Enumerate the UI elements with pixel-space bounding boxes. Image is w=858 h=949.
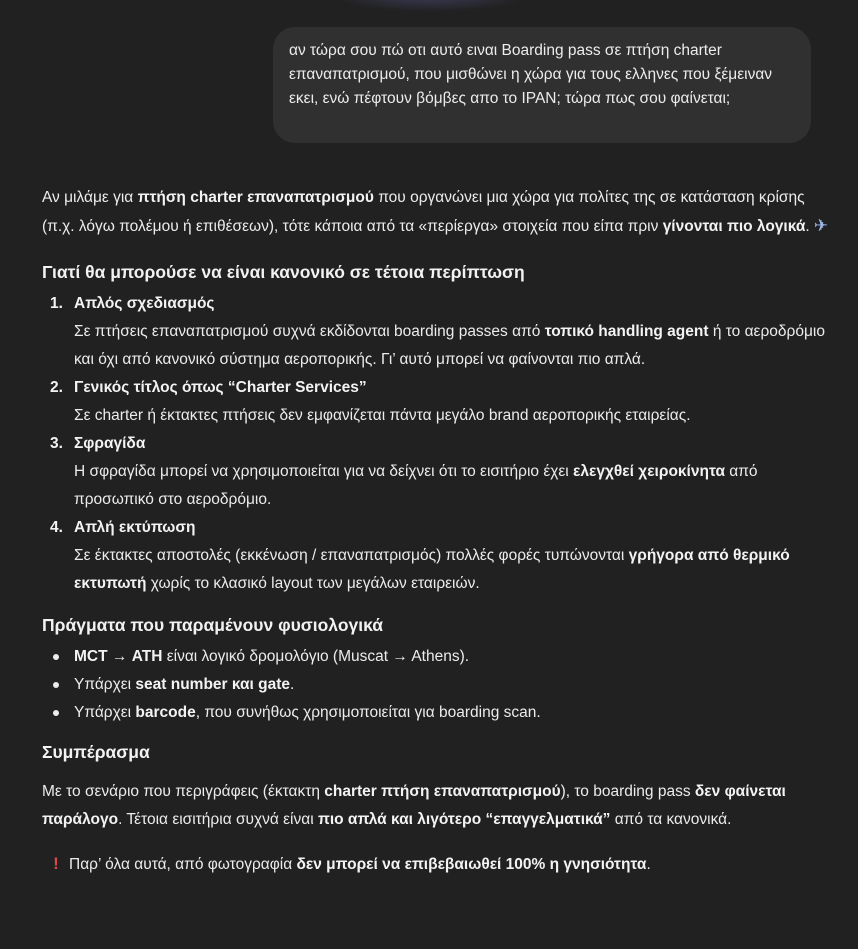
conclusion-paragraph xyxy=(42,778,832,834)
intro-text-2: που οργανώνει μια χώρα για πολίτες της σε κατάσταση κρίσης (π.χ. λόγω πολέμου ή επιθέσεων), τότε κάποια από τα «περίεργα» στοιχεία που είπα πριν xyxy=(42,189,805,235)
list-item-bold: γρήγορα από θερμικό εκτυπωτή xyxy=(74,547,790,592)
bullet-icon xyxy=(53,654,59,660)
conclusion-bold: δεν φαίνεται παράλογο xyxy=(42,783,786,828)
conclusion-bold: charter πτήση επαναπατρισμού xyxy=(324,783,561,800)
assistant-message xyxy=(42,184,832,879)
list-item xyxy=(42,290,832,374)
intro-text-1: Αν μιλάμε για xyxy=(42,189,138,206)
list-item-text: . xyxy=(290,676,295,693)
list-item-text: Υπάρχει xyxy=(74,704,136,721)
airplane-icon: ✈ xyxy=(813,216,828,235)
list-item-text: ή το αεροδρόμιο και όχι από κανονικό σύστημα αεροπορικής. Γι’ αυτό μπορεί να φαίνονται πιο απλά. xyxy=(74,323,825,368)
list-item-bold: ελεγχθεί χειροκίνητα xyxy=(573,463,725,480)
list-item-text: χωρίς το κλασικό layout των μεγάλων εταιρειών. xyxy=(146,575,480,592)
list-item-bold: barcode xyxy=(135,704,196,721)
list-item-text: , που συνήθως χρησιμοποιείται για boarding scan. xyxy=(195,704,541,721)
conclusion-text: . Τέτοια εισιτήρια συχνά είναι xyxy=(118,811,318,828)
list-item-title: Γενικός τίτλος όπως “Charter Services” xyxy=(74,379,367,396)
intro-text-3: . xyxy=(805,218,810,235)
conclusion-text: ), το boarding pass xyxy=(560,783,695,800)
list-number: 2. xyxy=(50,379,63,396)
bullet-icon xyxy=(53,682,59,688)
list-item-text: από προσωπικό στο αεροδρόμιο. xyxy=(74,463,758,508)
list-item-bold: seat number και gate xyxy=(135,676,291,693)
list-item-title: Σφραγίδα xyxy=(74,435,146,452)
warning-text: . xyxy=(646,856,651,873)
list-item xyxy=(42,671,832,699)
conclusion-text: Με το σενάριο που περιγράφεις (έκτακτη xyxy=(42,783,325,800)
user-message-text: αν τώρα σου πώ οτι αυτό ειναι Boarding pass σε πτήση charter επαναπατρισμού, που μισθώνει η χώρα για τους ελληνες που ξέμειναν εκει, ενώ πέφτουν βόμβες απο το ΙΡΑΝ; τώρα πως σου φαίνεται; xyxy=(289,42,773,107)
list-item-bold: τοπικό handling agent xyxy=(544,323,709,340)
intro-paragraph xyxy=(42,184,832,241)
exclamation-icon: ! xyxy=(53,854,59,873)
warning-text: Παρ’ όλα αυτά, από φωτογραφία xyxy=(69,856,297,873)
list-item-text: Σε έκτακτες αποστολές (εκκένωση / επαναπατρισμός) πολλές φορές τυπώνονται xyxy=(74,547,629,564)
warning-bold: δεν μπορεί να επιβεβαιωθεί 100% η γνησιότητα xyxy=(296,856,647,873)
list-item xyxy=(42,374,832,430)
bullet-icon xyxy=(53,710,59,716)
list-number: 4. xyxy=(50,519,63,536)
list-item-text: → xyxy=(107,648,132,665)
section-heading-conclusion: Συμπέρασμα xyxy=(42,742,150,762)
list-item-text: είναι λογικό δρομολόγιο (Muscat → Athens). xyxy=(162,648,470,665)
list-item xyxy=(42,643,832,671)
list-item xyxy=(42,430,832,514)
conclusion-bold: πιο απλά και λιγότερο “επαγγελματικά” xyxy=(317,811,611,828)
list-item-bold: ATH xyxy=(131,648,163,665)
conclusion-text: από τα κανονικά. xyxy=(610,811,732,828)
list-item-text: Σε πτήσεις επαναπατρισμού συχνά εκδίδονται boarding passes από xyxy=(74,323,545,340)
section-heading-normal-case: Γιατί θα μπορούσε να είναι κανονικό σε τέτοια περίπτωση xyxy=(42,262,525,282)
section-heading-normal-things: Πράγματα που παραμένουν φυσιολογικά xyxy=(42,615,384,635)
list-number: 3. xyxy=(50,435,63,452)
list-item-text: Υπάρχει xyxy=(74,676,136,693)
normal-things-list xyxy=(42,643,832,727)
intro-bold-1: πτήση charter επαναπατρισμού xyxy=(137,189,374,206)
list-item xyxy=(42,699,832,727)
list-item-title: Απλή εκτύπωση xyxy=(74,519,196,536)
list-item-text: Σε charter ή έκτακτες πτήσεις δεν εμφανίζεται πάντα μεγάλο brand αεροπορικής εταιρείας. xyxy=(74,407,691,424)
list-item-text: Η σφραγίδα μπορεί να χρησιμοποιείται για να δείχνει ότι το εισιτήριο έχει xyxy=(74,463,574,480)
list-item-title: Απλός σχεδιασμός xyxy=(74,295,215,312)
user-message-bubble xyxy=(273,27,811,143)
list-item xyxy=(42,514,832,598)
top-glow xyxy=(330,0,530,12)
list-item-bold: MCT xyxy=(74,648,108,665)
reasons-list xyxy=(42,290,832,598)
list-number: 1. xyxy=(50,295,63,312)
intro-bold-2: γίνονται πιο λογικά xyxy=(662,218,806,235)
warning-paragraph xyxy=(42,850,832,879)
